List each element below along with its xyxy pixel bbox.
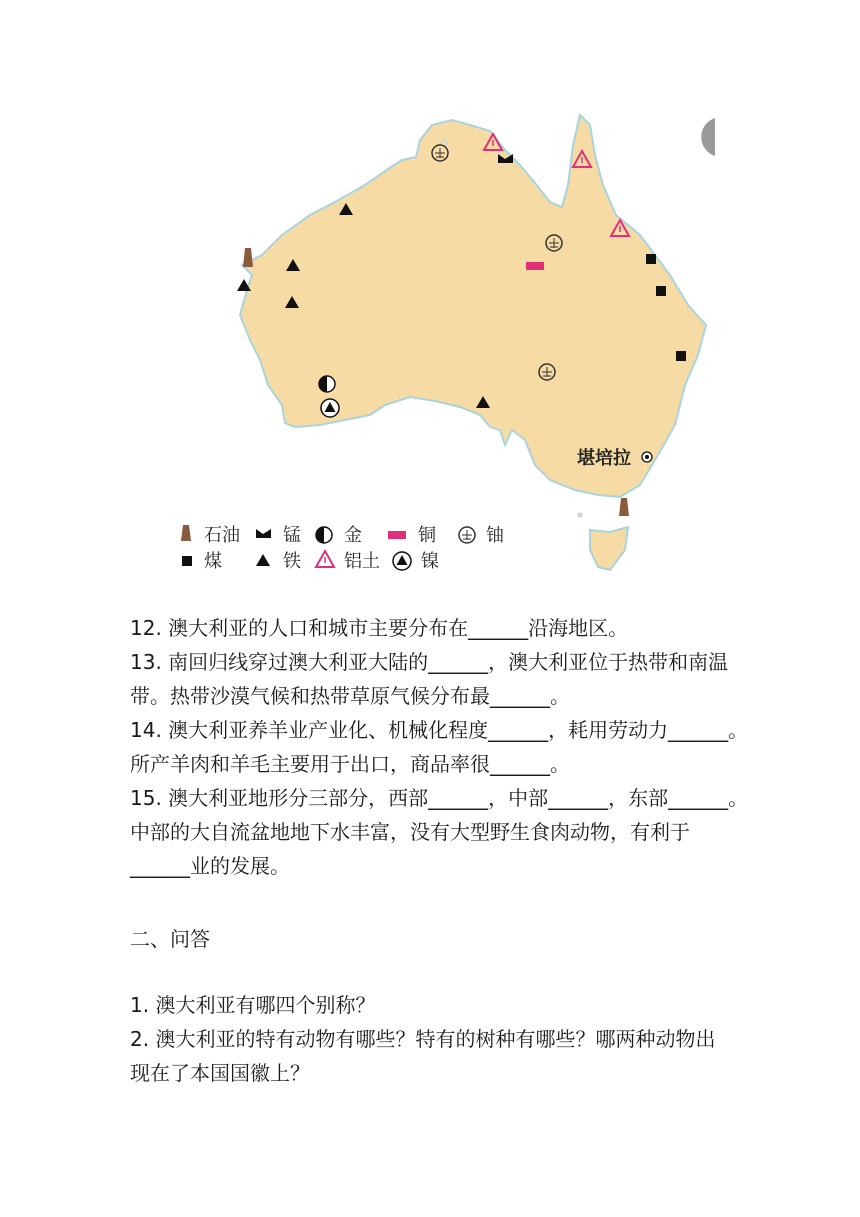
question-13-line-2: 带。热带沙漠气候和热带草原气候分布最______。 <box>130 684 570 708</box>
question-15-line-1: 15. 澳大利亚地形分三部分，西部______，中部______，东部______。 <box>130 786 749 810</box>
gold-icon <box>316 527 332 543</box>
legend-label-copper: 铜 <box>418 525 436 546</box>
gold-icon <box>319 376 335 392</box>
map-legend <box>181 525 504 572</box>
question-15-line-3: ______业的发展。 <box>130 854 290 878</box>
capital-icon <box>642 452 652 462</box>
legend-label-coal: 煤 <box>204 551 222 572</box>
copper-icon <box>388 531 406 539</box>
oil-icon <box>181 525 191 541</box>
manganese-icon <box>256 529 271 538</box>
question-2-line-2: 现在了本国国徽上？ <box>130 1061 310 1085</box>
fill-in-questions <box>130 611 749 883</box>
legend-label-nickel: 镍 <box>421 551 439 572</box>
uranium-icon <box>459 527 475 543</box>
page-edge-mark <box>701 118 715 156</box>
oil-icon <box>243 248 253 267</box>
section-heading: 二、问答 <box>130 927 210 951</box>
legend-label-manganese: 锰 <box>283 525 301 546</box>
question-14-line-1: 14. 澳大利亚养羊业产业化、机械化程度______，耗用劳动力______。 <box>130 718 749 742</box>
short-answer-questions <box>130 988 740 1090</box>
coal-icon <box>676 351 686 361</box>
question-2-line-1: 2. 澳大利亚的特有动物有哪些？特有的树种有哪些？哪两种动物出 <box>130 1027 716 1051</box>
coal-icon <box>646 254 656 264</box>
question-12: 12. 澳大利亚的人口和城市主要分布在______沿海地区。 <box>130 616 629 640</box>
capital-label: 堪培拉 <box>577 448 631 469</box>
tasmania <box>590 527 628 570</box>
legend-label-bauxite: 铝土 <box>344 551 380 572</box>
question-13-line-1: 13. 南回归线穿过澳大利亚大陆的______，澳大利亚位于热带和南温 <box>130 650 729 674</box>
australia-mainland <box>240 115 706 497</box>
legend-label-iron: 铁 <box>283 551 301 572</box>
copper-icon <box>526 262 544 270</box>
coal-icon <box>656 286 666 296</box>
question-14-line-2: 所产羊肉和羊毛主要用于出口，商品率很______。 <box>130 752 570 776</box>
question-1: 1. 澳大利亚有哪四个别称？ <box>130 993 376 1017</box>
nickel-icon <box>393 552 411 570</box>
oil-icon <box>619 498 629 516</box>
legend-label-gold: 金 <box>344 525 362 546</box>
nickel-icon <box>321 399 339 417</box>
legend-label-oil: 石油 <box>204 525 240 546</box>
iron-icon <box>256 554 270 566</box>
question-15-line-2: 中部的大自流盆地地下水丰富，没有大型野生食肉动物，有利于 <box>130 820 690 844</box>
legend-label-uranium: 铀 <box>486 525 504 546</box>
bauxite-icon <box>316 551 334 567</box>
australia-mineral-map <box>170 105 730 580</box>
coal-icon <box>182 556 192 566</box>
